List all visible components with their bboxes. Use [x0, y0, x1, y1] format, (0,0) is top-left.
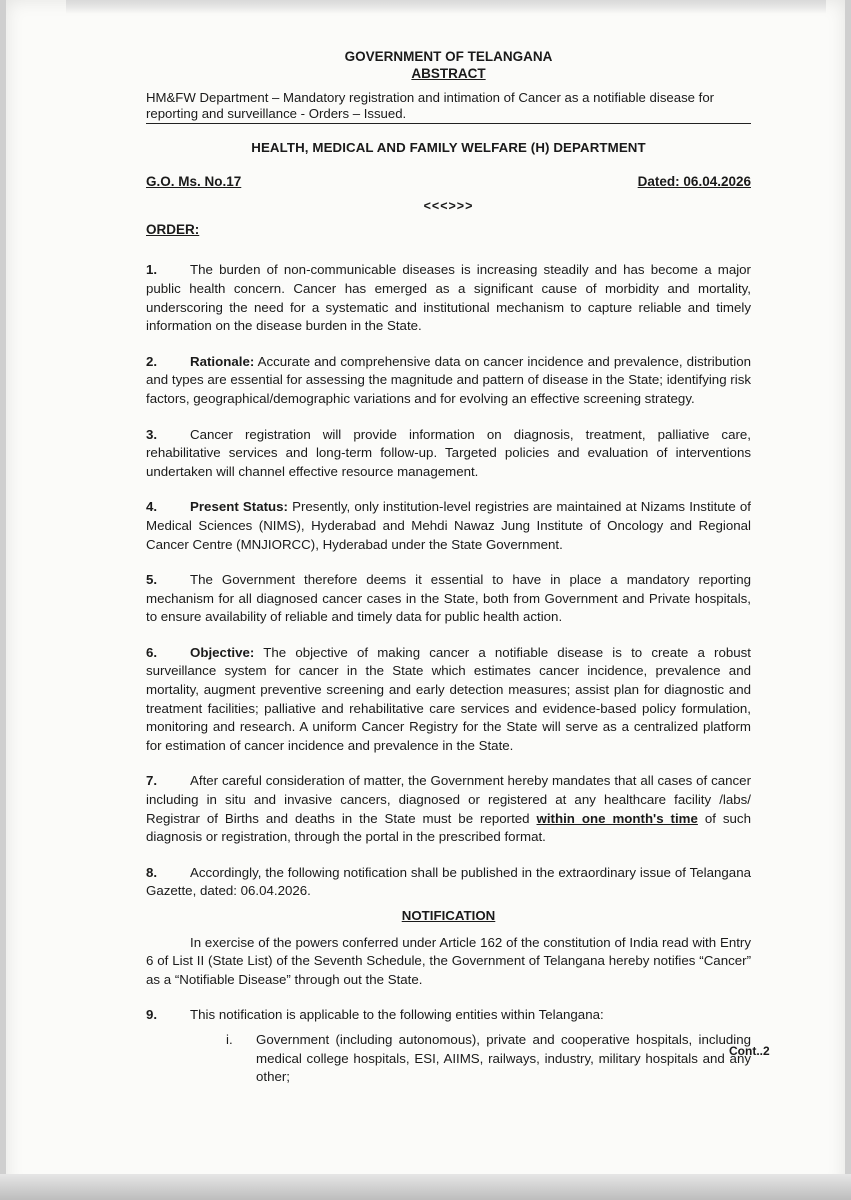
paragraph-number: 5.	[146, 572, 158, 588]
paragraph-6	[146, 644, 751, 756]
go-date: Dated: 06.04.2026	[637, 173, 751, 189]
list-item-text: Government (including autonomous), private and cooperative hospitals, including medical college hospitals, ESI, AIIMS, railways, industry, military hospitals and any other;	[256, 1031, 751, 1085]
paragraph-lead: Rationale:	[190, 353, 255, 369]
paragraph-8	[146, 864, 751, 901]
paragraph-number: 9.	[146, 1007, 158, 1023]
paragraph-text: The Government therefore deems it essential to have in place a mandatory reporting mechanism for all diagnosed cancer cases in the State, both from Government and Private hospitals, to ensure availability of reliable and timely data for public health action.	[146, 572, 751, 625]
paragraph-lead: Objective:	[190, 644, 255, 660]
paragraph-number: 4.	[146, 499, 158, 515]
paragraph-number: 2.	[146, 353, 158, 369]
paragraph-text: Presently, only institution-level registries are maintained at Nizams Institute of Medical Sciences (NIMS), Hyderabad and Mehdi Nawaz Jung Institute of Oncology and Regional Cancer Centre (MNJIORCC), Hyderabad under the State Government.	[146, 499, 751, 552]
list-item-number: i.	[226, 1031, 233, 1047]
paragraph-2	[146, 353, 751, 409]
paragraph-number: 8.	[146, 864, 158, 880]
paragraph-text: This notification is applicable to the following entities within Telangana:	[190, 1007, 604, 1023]
paragraph-text: The objective of making cancer a notifiable disease is to create a robust surveillance system for cancer in the State which estimates cancer incidence, prevalence and mortality, augment preventive screening and early detection measures; assist plan for diagnostic and treatment facilities; palliative and rehabilitative care services and evidence-based policy formulation, monitoring and research. A uniform Cancer Registry for the State will serve as a centralized platform for estimation of cancer incidence and prevalence in the State.	[146, 644, 751, 753]
paragraph-number: 6.	[146, 644, 158, 660]
paragraph-3	[146, 426, 751, 482]
paragraph-number: 3.	[146, 426, 158, 442]
scan-bottom-edge	[0, 1174, 851, 1200]
continued-marker: Cont..2	[729, 1044, 770, 1058]
paragraph-text: Accurate and comprehensive data on cancer incidence and prevalence, distribution and types are essential for assessing the magnitude and pattern of disease in the State; identifying risk factors, geographical/demographic variations and for evolving an effective screening strategy.	[146, 353, 751, 406]
paragraph-number: 1.	[146, 262, 158, 278]
paragraph-4	[146, 498, 751, 554]
paragraph-text: Cancer registration will provide information on diagnosis, treatment, palliative care, rehabilitative services and long-term follow-up. Targeted policies and evaluation of interventions undertaken will channel effective resource management.	[146, 426, 751, 479]
order-label: ORDER:	[146, 221, 200, 237]
paragraph-text-after: of such diagnosis or registration, through the portal in the prescribed format.	[146, 810, 751, 845]
paragraph-text: Accordingly, the following notification shall be published in the extraordinary issue of Telangana Gazette, dated: 06.04.2026.	[146, 864, 751, 899]
paragraph-emphasis: within one month's time	[536, 810, 698, 826]
abstract-text: HM&FW Department – Mandatory registration and intimation of Cancer as a notifiable disease for reporting and surveillance - Orders – Issued.	[146, 90, 751, 124]
paragraph-number: 7.	[146, 773, 158, 789]
paragraph-7	[146, 772, 751, 846]
government-title: GOVERNMENT OF TELANGANA	[344, 49, 553, 64]
department-title: HEALTH, MEDICAL AND FAMILY WELFARE (H) DEPARTMENT	[251, 140, 646, 155]
list-item	[226, 1031, 751, 1087]
paragraph-text: The burden of non-communicable diseases is increasing steadily and has become a major public health concern. Cancer has emerged as a significant cause of morbidity and mortality, underscoring the need for a systematic and institutional mechanism to capture reliable and timely information on the disease burden in the State.	[146, 262, 751, 334]
go-number: G.O. Ms. No.17	[146, 173, 242, 189]
paragraph-text-before: After careful consideration of matter, the Government hereby mandates that all cases of cancer including in situ and invasive cancers, diagnosed or registered at any healthcare facility /labs/ Registrar of Births and deaths in the State must be reported	[146, 773, 751, 826]
abstract-label: ABSTRACT	[411, 66, 486, 81]
paragraph-5	[146, 571, 751, 627]
notification-title: NOTIFICATION	[401, 908, 496, 923]
notification-body: In exercise of the powers conferred under Article 162 of the constitution of India read with Entry 6 of List II (State List) of the Seventh Schedule, the Government of Telangana hereby notifies “Cancer” as a “Notifiable Disease” through out the State.	[146, 934, 751, 987]
document-content	[146, 48, 751, 1087]
separator: <<<>>>	[423, 199, 474, 214]
paragraph-1	[146, 261, 751, 335]
paragraph-lead: Present Status:	[190, 499, 288, 515]
go-row	[146, 173, 751, 192]
document-page	[6, 0, 845, 1192]
scan-shadow	[66, 0, 826, 14]
paragraph-9	[146, 1006, 751, 1025]
